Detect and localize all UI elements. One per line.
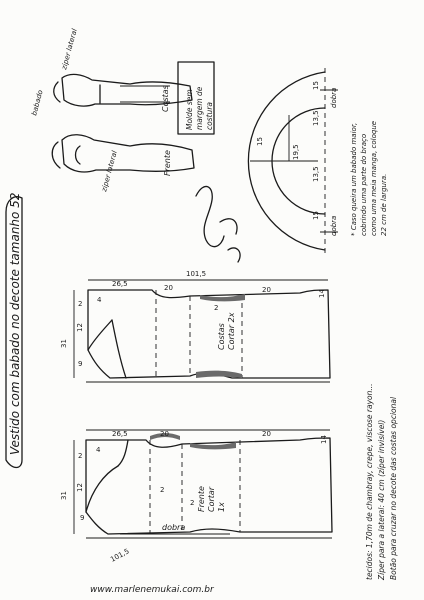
ruffle-dim-135-top: 13,5 <box>312 110 320 126</box>
front-piece-qty: 1x <box>217 502 226 512</box>
front-piece-name: Frente <box>197 486 206 512</box>
front-sketch-label: Frente <box>163 150 172 176</box>
ruffle-dim-15-left: 15 <box>256 137 264 146</box>
ruffle-label: babado <box>30 89 45 117</box>
front-dim-9: 9 <box>80 514 85 522</box>
website-credit: www.marlenemukai.com.br <box>90 585 214 595</box>
ruffle-dim-15-top: 15 <box>312 81 320 90</box>
no-seam-allowance-line3: costura <box>205 102 214 130</box>
ruffle-fold-top: dobra <box>330 87 338 108</box>
ruffle-pattern-piece <box>248 68 338 254</box>
back-dim-4: 4 <box>97 296 102 304</box>
front-dim-14-top: 14 <box>320 435 328 444</box>
front-dim-26-5: 26,5 <box>112 430 128 438</box>
back-sketch-label: Costas <box>161 85 170 112</box>
ruffle-fold-bottom: dobra <box>330 215 338 236</box>
front-dim-12: 12 <box>76 483 84 492</box>
front-pattern-piece <box>74 430 332 538</box>
back-dim-9: 9 <box>78 360 83 368</box>
back-dim-2-small: 2 <box>214 304 219 312</box>
back-dim-2: 2 <box>78 300 83 308</box>
dress-sketch-front <box>52 135 194 172</box>
back-length-101-5: 101,5 <box>186 270 207 278</box>
zipper-side-label: ziper lateral <box>60 27 79 71</box>
back-dim-20-b: 20 <box>262 286 271 294</box>
no-seam-allowance-line1: Molde sem <box>185 89 194 130</box>
front-dim-2-small-b: 2 <box>190 499 195 507</box>
dress-sketch-back <box>54 74 192 106</box>
ruffle-note-line1: * Caso queira um babado maior, <box>350 122 358 236</box>
back-piece-cut: Cortar 2x <box>227 312 236 350</box>
fabric-note-line3: Botão para cruzar no decote das costas opcional <box>389 396 398 580</box>
page-title: Vestido com babado no decote tamanho 52 <box>8 192 22 455</box>
fabric-note-line1: tecidos: 1,70m de chambray, crepe, viscose rayon... <box>365 383 374 580</box>
front-dim-4: 4 <box>96 446 101 454</box>
front-length-101-5: 101,5 <box>109 547 131 564</box>
signature <box>196 186 240 262</box>
back-dim-12: 12 <box>76 323 84 332</box>
zipper-back-label: ziper lateral <box>100 149 119 193</box>
ruffle-dim-135-bottom: 13,5 <box>312 166 320 182</box>
ruffle-dim-15-bottom: 15 <box>312 211 320 220</box>
ruffle-note-line4: 22 cm de largura. <box>380 173 388 236</box>
back-pattern-piece <box>74 280 330 382</box>
ruffle-note-line2: cobrindo uma parte do braço <box>360 133 368 236</box>
back-dim-20-a: 20 <box>164 284 173 292</box>
back-piece-name: Costas <box>217 323 226 350</box>
front-dim-2: 2 <box>78 452 83 460</box>
front-dim-20-b: 20 <box>262 430 271 438</box>
front-fold-label: dobra <box>162 523 186 532</box>
ruffle-dim-195: 19,5 <box>292 144 300 160</box>
back-dim-14-top: 14 <box>318 289 326 298</box>
back-dim-31: 31 <box>60 339 68 348</box>
front-dim-31: 31 <box>60 491 68 500</box>
ruffle-note-line3: como uma meia manga, coloque <box>370 120 378 236</box>
front-dim-20-a: 20 <box>160 430 169 438</box>
front-piece-cut: Cortar <box>207 486 216 512</box>
fabric-note-line2: Zíper para a lateral: 40 cm (zíper invisível) <box>377 419 386 580</box>
back-dim-26-5: 26,5 <box>112 280 128 288</box>
front-dim-2-small: 2 <box>160 486 165 494</box>
no-seam-allowance-line2: margem de <box>195 86 204 130</box>
